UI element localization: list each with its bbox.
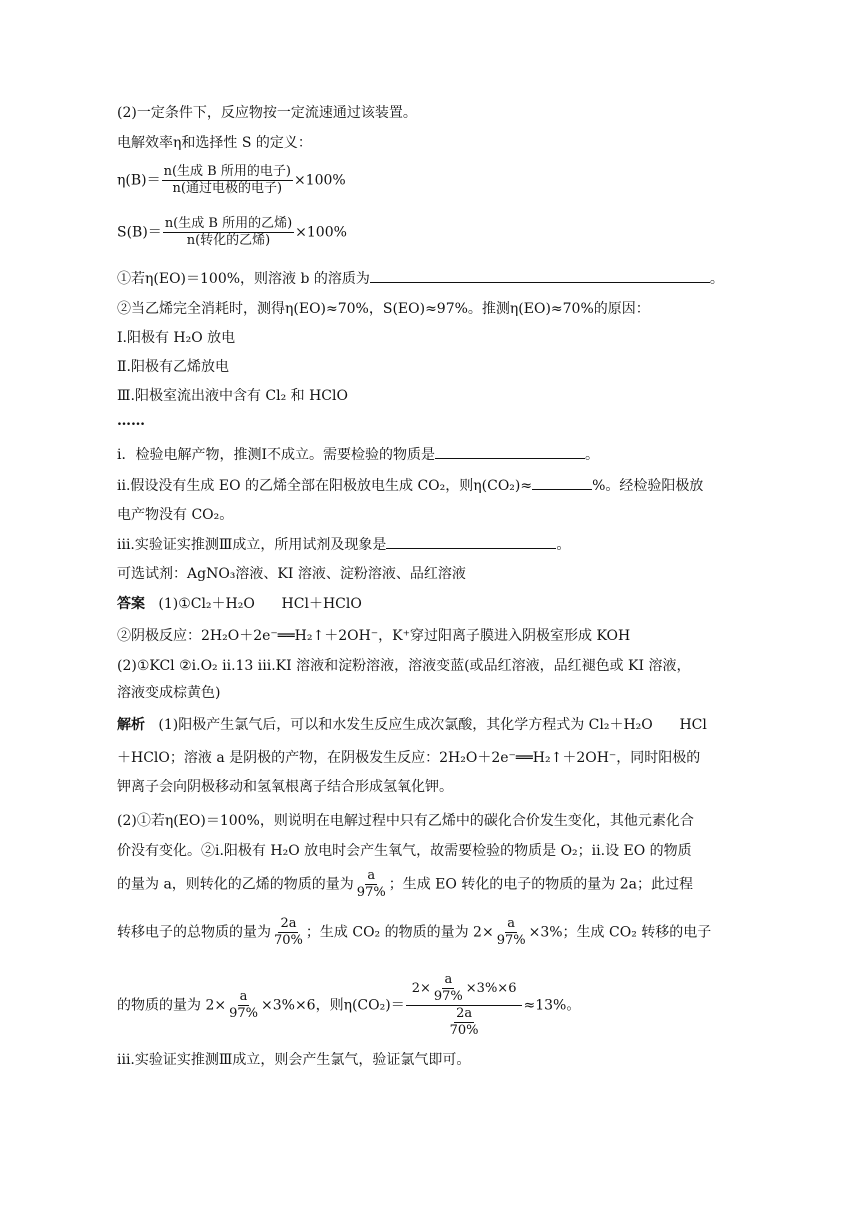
analysis-text-6b: ；生成 EO 转化的电子的物质的量为 2a；此过程 bbox=[388, 876, 694, 893]
question-1-text: ①若η(EO)＝100%，则溶液 b 的溶质为 bbox=[117, 271, 370, 287]
analysis-text-7a: 转移电子的总物质的量为 bbox=[117, 924, 271, 941]
frac-den: 97% bbox=[496, 933, 526, 948]
analysis-text-6a: 的量为 a，则转化的乙烯的物质的量为 bbox=[117, 876, 354, 893]
sub-question-iii-end: 。 bbox=[556, 537, 571, 553]
sub-question-ii bbox=[117, 477, 703, 495]
eta-tail: ×100% bbox=[293, 172, 346, 189]
sub-question-ii-cont: 电产物没有 CO₂。 bbox=[117, 507, 234, 523]
sub-question-ii-text: ii.假设没有生成 EO 的乙烯全部在阳极放电生成 CO₂，则η(CO₂)≈ bbox=[117, 478, 533, 494]
sub-question-ii-text-b: %。经检验阳极放 bbox=[592, 478, 704, 494]
hypothesis-3: Ⅲ.阳极室流出液中含有 Cl₂ 和 HClO bbox=[117, 388, 348, 404]
answer-text-1: (1)①Cl₂＋H₂O HCl＋HClO bbox=[158, 596, 362, 612]
sub-question-i-text: i．检验电解产物，推测Ⅰ不成立。需要检验的物质是 bbox=[117, 447, 436, 463]
analysis-line-4: (2)①若η(EO)＝100%，则说明在电解过程中只有乙烯中的碳化合价发生变化，其他元素化合 bbox=[117, 813, 694, 829]
analysis-text-8b: ×3%×6，则η(CO₂)＝ bbox=[261, 997, 405, 1014]
answer-label: 答案 bbox=[117, 596, 145, 612]
big-num-a: 2× bbox=[411, 981, 431, 996]
answer-line-4: 溶液变成棕黄色) bbox=[117, 685, 221, 701]
frac-num: 2a bbox=[280, 916, 297, 931]
question-1 bbox=[117, 270, 724, 288]
fraction-a-over-97 bbox=[495, 916, 528, 949]
fraction-2a-over-70 bbox=[272, 916, 305, 949]
s-tail: ×100% bbox=[295, 224, 347, 241]
eta-denominator: n(通过电极的电子) bbox=[172, 181, 283, 196]
frac-den: 97% bbox=[229, 1006, 258, 1021]
eta-formula bbox=[117, 164, 346, 197]
frac-num: 2a bbox=[456, 1006, 473, 1021]
analysis-text-7c: ×3%；生成 CO₂ 转移的电子 bbox=[528, 924, 712, 941]
question-1-end: 。 bbox=[709, 271, 724, 287]
analysis-line-8 bbox=[117, 972, 580, 1039]
frac-den: 97% bbox=[356, 885, 386, 900]
fraction-a-over-97 bbox=[432, 972, 465, 1005]
big-fraction bbox=[406, 972, 523, 1039]
analysis-line-2: ＋HClO；溶液 a 是阴极的产物，在阴极发生反应：2H₂O＋2e⁻══H₂↑＋2OH⁻，同时阳极的 bbox=[117, 750, 701, 766]
fraction-a-over-97 bbox=[355, 868, 388, 901]
s-lhs: S(B)＝ bbox=[117, 224, 162, 241]
sub-question-iii bbox=[117, 536, 570, 554]
sub-question-iii-text: iii.实验证实推测Ⅲ成立，所用试剂及现象是 bbox=[117, 537, 387, 553]
answer-line-3: (2)①KCl ②i.O₂ ii.13 iii.KI 溶液和淀粉溶液，溶液变蓝(或品红溶液，品红褪色或 KI 溶液， bbox=[117, 658, 691, 674]
s-numerator: n(生成 B 所用的乙烯) bbox=[164, 216, 293, 231]
analysis-line-5: 价没有变化。②i.阳极有 H₂O 放电时会产生氧气，故需要检验的物质是 O₂；ii.设 EO 的物质 bbox=[117, 843, 692, 859]
analysis-label: 解析 bbox=[117, 717, 145, 733]
hypothesis-1: Ⅰ.阳极有 H₂O 放电 bbox=[117, 330, 236, 346]
ellipsis: …… bbox=[117, 413, 145, 429]
sub-question-i bbox=[117, 446, 599, 464]
big-num-b: ×3%×6 bbox=[465, 981, 517, 996]
analysis-line-1 bbox=[117, 716, 707, 734]
frac-num: a bbox=[239, 989, 248, 1004]
big-fraction-denominator bbox=[445, 1006, 484, 1039]
fraction-a-over-97 bbox=[227, 989, 260, 1022]
analysis-line-7 bbox=[117, 916, 711, 949]
sub-question-i-end: 。 bbox=[585, 447, 600, 463]
analysis-text-8a: 的物质的量为 2× bbox=[117, 997, 227, 1014]
answer-blank-iii[interactable] bbox=[386, 536, 556, 549]
big-fraction-numerator bbox=[406, 972, 523, 1006]
answer-line-1 bbox=[117, 595, 362, 613]
frac-num: a bbox=[367, 868, 376, 883]
reagents: 可选试剂：AgNO₃溶液、KI 溶液、淀粉溶液、品红溶液 bbox=[117, 566, 466, 582]
fraction-2a-over-70 bbox=[448, 1006, 481, 1039]
frac-den: 70% bbox=[274, 933, 303, 948]
s-fraction bbox=[163, 216, 294, 249]
analysis-line-6 bbox=[117, 868, 693, 901]
eta-lhs: η(B)＝ bbox=[117, 172, 161, 189]
s-formula bbox=[117, 216, 347, 249]
analysis-text-8c: ≈13%。 bbox=[523, 997, 581, 1014]
analysis-text-7b: ；生成 CO₂ 的物质的量为 2× bbox=[305, 924, 494, 941]
answer-blank-i[interactable] bbox=[435, 446, 585, 459]
definition-intro: 电解效率η和选择性 S 的定义： bbox=[117, 135, 312, 151]
eta-numerator: n(生成 B 所用的电子) bbox=[163, 164, 291, 179]
s-denominator: n(转化的乙烯) bbox=[186, 233, 271, 248]
question-2: ②当乙烯完全消耗时，测得η(EO)≈70%，S(EO)≈97%。推测η(EO)≈70%的原因： bbox=[117, 301, 650, 317]
hypothesis-2: Ⅱ.阳极有乙烯放电 bbox=[117, 359, 229, 375]
frac-num: a bbox=[444, 972, 453, 987]
frac-den: 70% bbox=[449, 1023, 479, 1038]
eta-fraction bbox=[162, 164, 293, 197]
frac-num: a bbox=[507, 916, 516, 931]
answer-blank-ii[interactable] bbox=[532, 477, 592, 490]
q2-intro: (2)一定条件下，反应物按一定流速通过该装置。 bbox=[117, 105, 417, 121]
analysis-line-9: iii.实验证实推测Ⅲ成立，则会产生氯气，验证氯气即可。 bbox=[117, 1052, 471, 1068]
analysis-text-1: (1)阳极产生氯气后，可以和水发生反应生成次氯酸，其化学方程式为 Cl₂＋H₂O HCl bbox=[158, 717, 707, 733]
answer-line-2: ②阴极反应：2H₂O＋2e⁻══H₂↑＋2OH⁻，K⁺穿过阳离子膜进入阴极室形成 KOH bbox=[117, 628, 631, 644]
analysis-line-3: 钾离子会向阴极移动和氢氧根离子结合形成氢氧化钾。 bbox=[117, 779, 453, 795]
frac-den: 97% bbox=[433, 989, 463, 1004]
answer-blank-1[interactable] bbox=[370, 270, 710, 283]
